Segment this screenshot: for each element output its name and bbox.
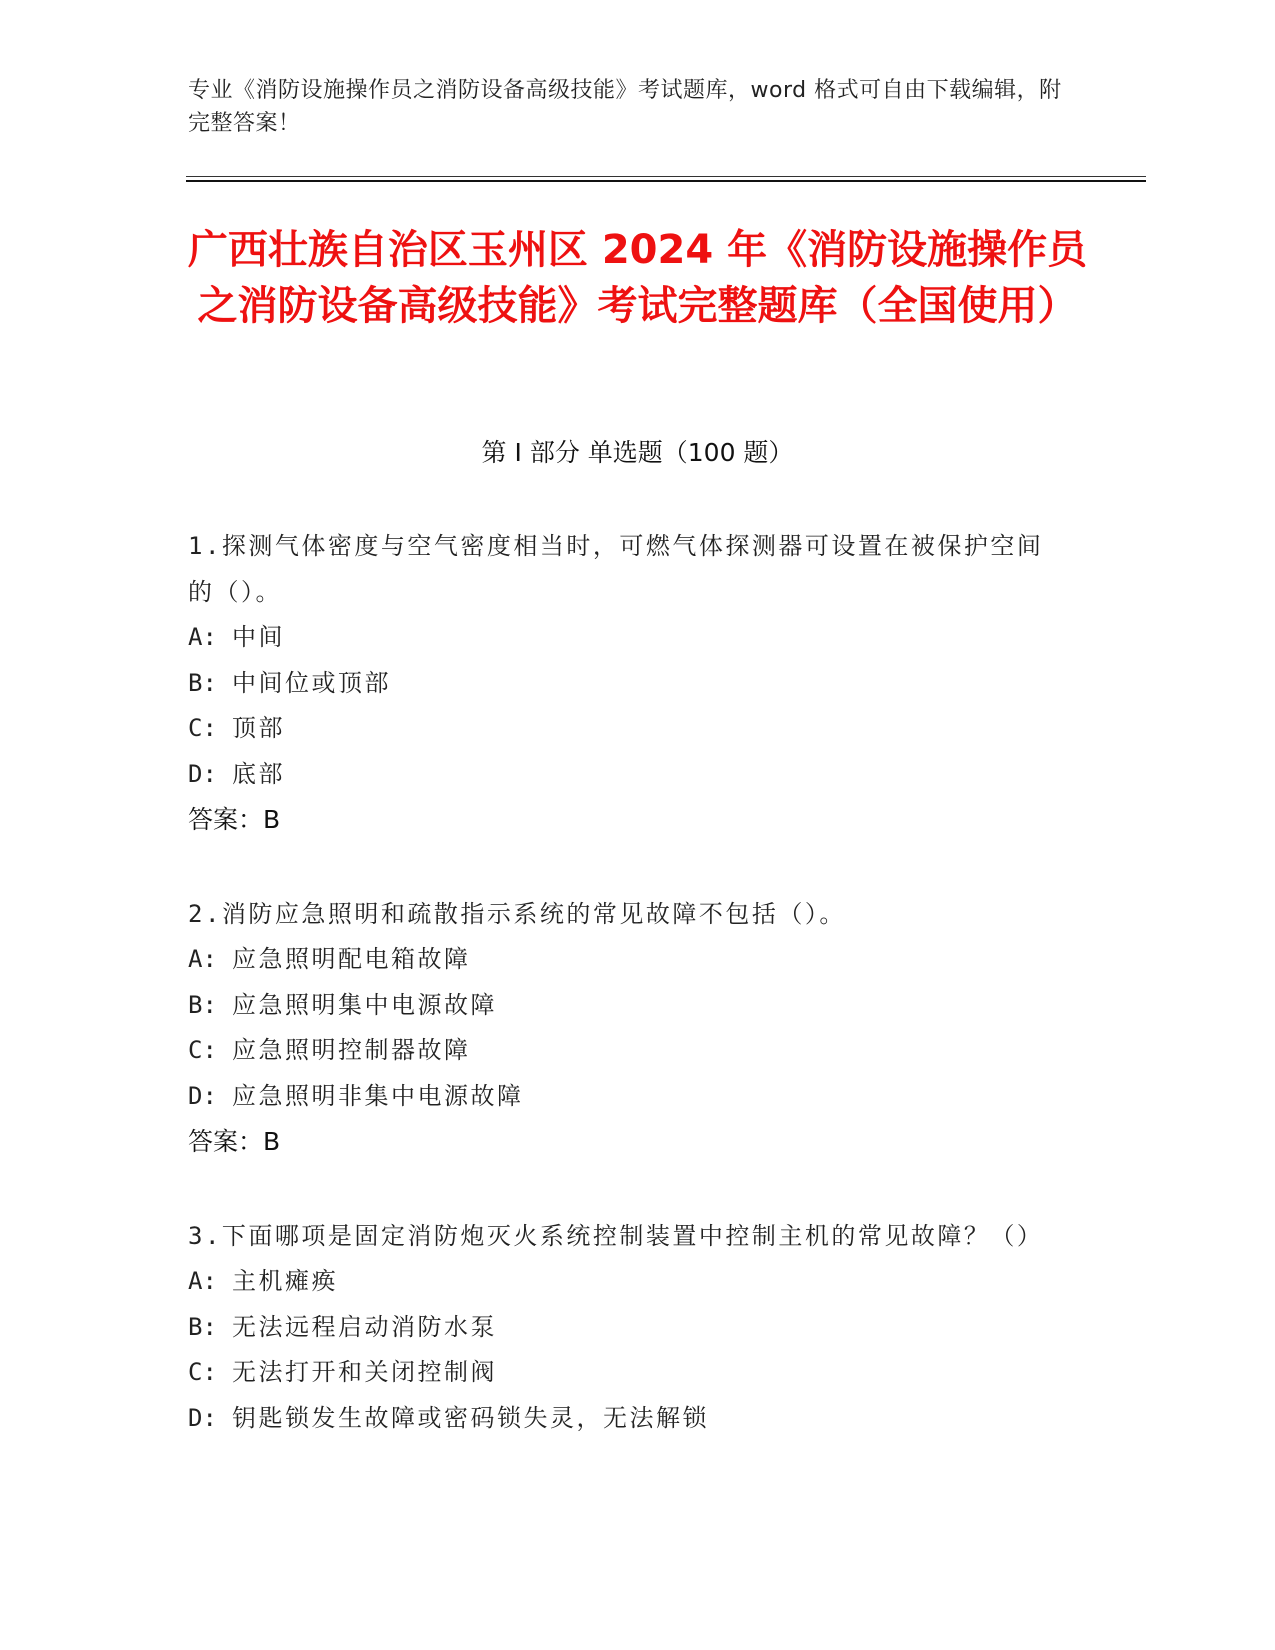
document-title: 广西壮族自治区玉州区 2024 年《消防设施操作员之消防设备高级技能》考试完整题库（全国使用） [187, 227, 1088, 329]
option-b [188, 1305, 1068, 1351]
option-text: 应急照明集中电源故障 [232, 990, 497, 1019]
header-divider-thick [186, 180, 1146, 182]
question-stem: 1.探测气体密度与空气密度相当时，可燃气体探测器可设置在被保护空间的（）。 [188, 532, 1044, 606]
option-c [188, 706, 1068, 752]
question-1 [188, 524, 1068, 843]
header-note: 专业《消防设施操作员之消防设备高级技能》考试题库，word 格式可自由下载编辑，附完整答案！ [188, 78, 1062, 136]
option-d [188, 752, 1068, 798]
option-key: A: [188, 945, 217, 973]
option-d [188, 1396, 1068, 1442]
option-a [188, 937, 1068, 983]
option-key: C: [188, 714, 217, 742]
option-c [188, 1350, 1068, 1396]
option-b [188, 983, 1068, 1029]
answer-line: 答案：B [188, 1127, 281, 1156]
option-key: D: [188, 759, 217, 788]
option-c [188, 1028, 1068, 1074]
option-key: D: [188, 1081, 217, 1110]
option-d [188, 1074, 1068, 1120]
question-stem: 3.下面哪项是固定消防炮灭火系统控制装置中控制主机的常见故障？（） [188, 1221, 1044, 1250]
option-key: A: [188, 1267, 217, 1295]
option-text: 无法打开和关闭控制阀 [232, 1358, 497, 1386]
option-text: 钥匙锁发生故障或密码锁失灵，无法解锁 [232, 1403, 709, 1432]
option-text: 应急照明非集中电源故障 [232, 1081, 524, 1110]
option-text: 中间位或顶部 [232, 668, 391, 697]
option-key: C: [188, 1358, 217, 1386]
option-text: 应急照明配电箱故障 [232, 945, 471, 973]
option-key: A: [188, 623, 217, 651]
option-text: 主机瘫痪 [232, 1267, 338, 1295]
question-3 [188, 1214, 1068, 1442]
option-a [188, 1259, 1068, 1305]
option-text: 顶部 [232, 714, 285, 742]
question-stem: 2.消防应急照明和疏散指示系统的常见故障不包括（）。 [188, 899, 846, 928]
question-list [188, 524, 1068, 1490]
option-key: B: [188, 668, 217, 697]
option-text: 应急照明控制器故障 [232, 1036, 471, 1064]
option-key: B: [188, 990, 217, 1019]
option-text: 无法远程启动消防水泵 [232, 1312, 497, 1341]
option-key: D: [188, 1403, 217, 1432]
option-key: B: [188, 1312, 217, 1341]
answer-line: 答案：B [188, 805, 281, 834]
option-text: 中间 [232, 623, 285, 651]
section-title: 第 I 部分 单选题（100 题） [481, 438, 794, 467]
question-2 [188, 892, 1068, 1165]
option-key: C: [188, 1036, 217, 1064]
option-a [188, 615, 1068, 661]
option-text: 底部 [232, 759, 285, 788]
header-divider-thin [186, 176, 1146, 177]
option-b [188, 661, 1068, 707]
